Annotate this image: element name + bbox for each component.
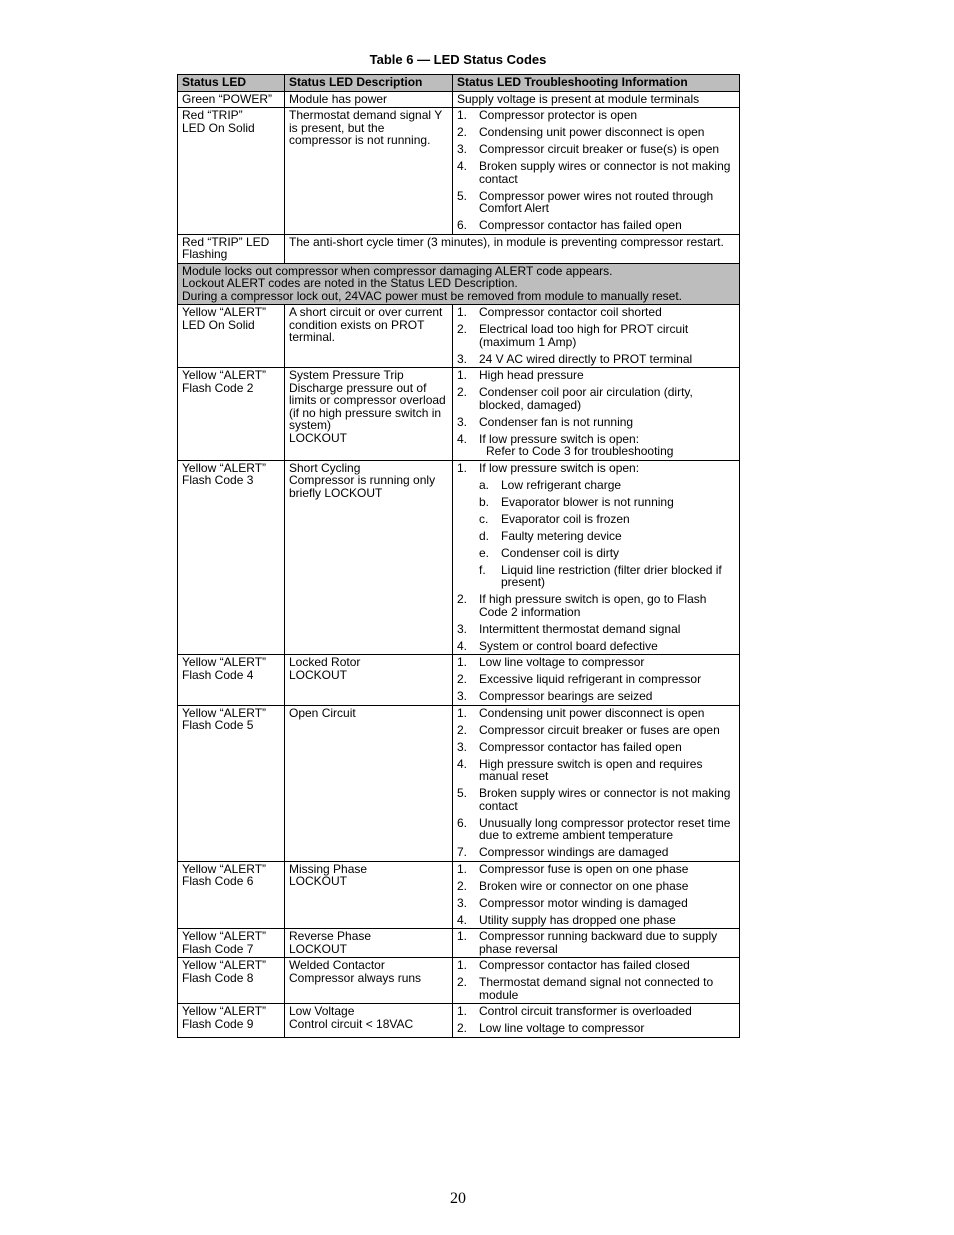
sub-item-letter: d. <box>479 528 490 543</box>
item-text: Compressor circuit breaker or fuses are open <box>479 722 720 737</box>
item-text: If low pressure switch is open: <box>479 431 640 446</box>
status-description-cell: Module has power <box>285 91 453 108</box>
troubleshooting-item <box>457 160 735 185</box>
item-number: 2. <box>457 722 468 737</box>
troubleshooting-item <box>457 416 735 429</box>
item-number: 4. <box>457 431 468 446</box>
table-row <box>178 108 740 235</box>
status-led-cell: Red “TRIP” LED On Solid <box>178 108 285 235</box>
lockout-note-cell: Module locks out compressor when compressor damaging ALERT code appears. Lockout ALERT codes are noted in the Status LED Description. During a compressor lock out, 24VAC power must be removed from module to manually reset. <box>178 263 740 305</box>
item-number: 1. <box>457 861 468 876</box>
troubleshooting-item <box>457 690 735 703</box>
item-text: High head pressure <box>479 368 584 382</box>
troubleshooting-cell <box>453 958 740 1004</box>
troubleshooting-list <box>457 306 735 365</box>
troubleshooting-item <box>457 386 735 411</box>
item-number: 3. <box>457 689 468 703</box>
troubleshooting-item <box>457 787 735 812</box>
troubleshooting-cell <box>453 655 740 706</box>
page-number: 20 <box>450 1190 466 1207</box>
troubleshooting-cell <box>453 108 740 235</box>
sub-item <box>479 564 735 589</box>
troubleshooting-item <box>457 433 735 458</box>
sub-item-letter: c. <box>479 511 489 526</box>
troubleshooting-list <box>457 369 735 458</box>
troubleshooting-item <box>457 846 735 859</box>
item-number: 1. <box>457 705 468 720</box>
status-led-cell: Yellow “ALERT” Flash Code 4 <box>178 655 285 706</box>
troubleshooting-cell <box>453 929 740 958</box>
sub-item-letter: e. <box>479 545 490 560</box>
item-text: Condensing unit power disconnect is open <box>479 705 705 720</box>
troubleshooting-item <box>457 1022 735 1035</box>
status-description-cell: System Pressure Trip Discharge pressure out of limits or compressor overload (if no high pressure switch in system) LOCKOUT <box>285 368 453 461</box>
troubleshooting-item <box>457 880 735 893</box>
troubleshooting-item <box>457 323 735 348</box>
status-description-cell: A short circuit or over current condition exists on PROT terminal. <box>285 305 453 368</box>
item-text: Compressor bearings are seized <box>479 689 653 703</box>
item-text: Compressor fuse is open on one phase <box>479 861 689 876</box>
sub-item-text: Faulty metering device <box>501 528 622 543</box>
item-text: Unusually long compressor protector reset time due to extreme ambient temperature <box>479 815 731 842</box>
item-number: 1. <box>457 460 468 475</box>
item-number: 2. <box>457 125 468 139</box>
item-number: 2. <box>457 385 468 399</box>
status-description-cell: Thermostat demand signal Y is present, but the compressor is not running. <box>285 108 453 235</box>
troubleshooting-item <box>457 673 735 686</box>
item-text: System or control board defective <box>479 638 658 653</box>
troubleshooting-item <box>457 369 735 382</box>
header-status-led-description: Status LED Description <box>285 75 453 92</box>
item-text: If low pressure switch is open: <box>479 460 640 475</box>
item-text: Compressor running backward due to supply phase reversal <box>479 929 718 956</box>
item-number: 1. <box>457 368 468 382</box>
troubleshooting-item <box>457 143 735 156</box>
sub-item-text: Condenser coil is dirty <box>501 545 620 560</box>
status-description-cell: Locked Rotor LOCKOUT <box>285 655 453 706</box>
troubleshooting-item <box>457 914 735 927</box>
status-description-cell: Missing Phase LOCKOUT <box>285 861 453 929</box>
table-row <box>178 1004 740 1038</box>
header-status-led: Status LED <box>178 75 285 92</box>
troubleshooting-cell <box>453 460 740 655</box>
timer-note-cell: The anti-short cycle timer (3 minutes), in module is preventing compressor restart. <box>285 234 740 263</box>
item-number: 6. <box>457 218 468 232</box>
table-row <box>178 929 740 958</box>
troubleshooting-item <box>457 190 735 215</box>
item-text: Condenser coil poor air circulation (dirty, blocked, damaged) <box>479 385 693 412</box>
troubleshooting-item <box>457 707 735 720</box>
status-description-cell: Low Voltage Control circuit < 18VAC <box>285 1004 453 1038</box>
item-number: 4. <box>457 912 468 927</box>
troubleshooting-cell <box>453 1004 740 1038</box>
troubleshooting-item <box>457 593 735 618</box>
item-number: 4. <box>457 159 468 173</box>
sub-item-text: Evaporator coil is frozen <box>501 511 630 526</box>
item-text: If high pressure switch is open, go to Flash Code 2 information <box>479 592 707 619</box>
sub-item <box>479 496 735 509</box>
status-led-cell: Yellow “ALERT” Flash Code 8 <box>178 958 285 1004</box>
item-text: Compressor contactor has failed open <box>479 218 682 232</box>
troubleshooting-item <box>457 758 735 783</box>
troubleshooting-item <box>457 219 735 232</box>
header-troubleshooting-information: Status LED Troubleshooting Information <box>453 75 740 92</box>
table-row <box>178 460 740 655</box>
item-subtext: Refer to Code 3 for troubleshooting <box>486 444 674 458</box>
troubleshooting-list <box>457 109 735 232</box>
item-text: Compressor protector is open <box>479 108 638 122</box>
sub-item-letter: f. <box>479 562 486 577</box>
troubleshooting-cell <box>453 305 740 368</box>
item-number: 6. <box>457 815 468 830</box>
sub-item <box>479 530 735 543</box>
item-number: 2. <box>457 1021 468 1035</box>
led-status-table <box>177 74 740 1038</box>
item-number: 3. <box>457 414 468 429</box>
item-number: 2. <box>457 322 468 336</box>
item-text: Low line voltage to compressor <box>479 655 645 669</box>
troubleshooting-item <box>457 959 735 972</box>
item-text: High pressure switch is open and requires manual reset <box>479 756 703 783</box>
troubleshooting-item <box>457 640 735 653</box>
table-row <box>178 861 740 929</box>
troubleshooting-item <box>457 656 735 669</box>
item-number: 3. <box>457 621 468 636</box>
item-text: Compressor contactor has failed open <box>479 739 682 754</box>
item-text: Intermittent thermostat demand signal <box>479 621 681 636</box>
item-number: 4. <box>457 638 468 653</box>
item-text: Compressor circuit breaker or fuse(s) is open <box>479 142 720 156</box>
sub-item <box>479 479 735 492</box>
status-led-cell: Yellow “ALERT” Flash Code 9 <box>178 1004 285 1038</box>
table-row <box>178 234 740 263</box>
troubleshooting-item <box>457 741 735 754</box>
item-text: Condensing unit power disconnect is open <box>479 125 705 139</box>
item-number: 2. <box>457 672 468 686</box>
troubleshooting-item <box>457 863 735 876</box>
sub-item <box>479 513 735 526</box>
item-number: 3. <box>457 351 468 366</box>
status-led-cell: Yellow “ALERT” Flash Code 6 <box>178 861 285 929</box>
sub-item-text: Liquid line restriction (filter drier blocked if present) <box>501 562 722 589</box>
troubleshooting-item <box>457 353 735 366</box>
item-text: Control circuit transformer is overloaded <box>479 1004 692 1018</box>
troubleshooting-list <box>457 1005 735 1035</box>
table-row <box>178 958 740 1004</box>
item-text: Broken wire or connector on one phase <box>479 878 689 893</box>
table-row <box>178 263 740 305</box>
item-text: Utility supply has dropped one phase <box>479 912 676 927</box>
troubleshooting-list <box>457 656 735 703</box>
troubleshooting-cell <box>453 705 740 861</box>
table-row <box>178 705 740 861</box>
troubleshooting-item <box>457 109 735 122</box>
troubleshooting-item <box>457 897 735 910</box>
item-text: Low line voltage to compressor <box>479 1021 645 1035</box>
item-text: 24 V AC wired directly to PROT terminal <box>479 351 693 366</box>
troubleshooting-list <box>457 959 735 1001</box>
troubleshooting-item <box>457 976 735 1001</box>
item-text: Compressor motor winding is damaged <box>479 895 688 910</box>
item-number: 4. <box>457 756 468 771</box>
item-number: 1. <box>457 108 468 122</box>
item-number: 3. <box>457 142 468 156</box>
item-number: 7. <box>457 845 468 859</box>
item-number: 1. <box>457 929 468 943</box>
item-text: Condenser fan is not running <box>479 414 634 429</box>
item-number: 2. <box>457 592 468 606</box>
table-header-row <box>178 75 740 92</box>
item-text: Compressor contactor coil shorted <box>479 305 662 319</box>
sub-item <box>479 547 735 560</box>
troubleshooting-list <box>457 462 735 653</box>
troubleshooting-item <box>457 724 735 737</box>
item-text: Compressor contactor has failed closed <box>479 958 690 972</box>
item-text: Compressor power wires not routed through Comfort Alert <box>479 188 714 215</box>
item-number: 1. <box>457 655 468 669</box>
item-number: 2. <box>457 878 468 893</box>
troubleshooting-item <box>457 306 735 319</box>
item-number: 3. <box>457 895 468 910</box>
troubleshooting-list <box>457 863 735 927</box>
troubleshooting-cell <box>453 368 740 461</box>
troubleshooting-item <box>457 462 735 589</box>
table-row <box>178 305 740 368</box>
status-description-cell: Welded Contactor Compressor always runs <box>285 958 453 1004</box>
sub-item-text: Evaporator blower is not running <box>501 494 674 509</box>
status-led-cell: Green “POWER” <box>178 91 285 108</box>
table-row <box>178 368 740 461</box>
item-number: 1. <box>457 1004 468 1018</box>
status-led-cell: Yellow “ALERT” Flash Code 3 <box>178 460 285 655</box>
status-description-cell: Reverse Phase LOCKOUT <box>285 929 453 958</box>
troubleshooting-item <box>457 623 735 636</box>
table-body <box>178 91 740 1037</box>
table-row <box>178 655 740 706</box>
sub-item-letter: a. <box>479 477 490 492</box>
sub-list <box>479 479 735 589</box>
table-caption: Table 6 — LED Status Codes <box>369 52 547 67</box>
item-number: 1. <box>457 958 468 972</box>
troubleshooting-cell: Supply voltage is present at module terminals <box>453 91 740 108</box>
status-description-cell: Open Circuit <box>285 705 453 861</box>
status-led-cell: Yellow “ALERT” LED On Solid <box>178 305 285 368</box>
status-led-cell: Yellow “ALERT” Flash Code 7 <box>178 929 285 958</box>
item-text: Thermostat demand signal not connected to module <box>479 975 714 1002</box>
item-number: 1. <box>457 305 468 319</box>
troubleshooting-list <box>457 930 735 955</box>
item-text: Excessive liquid refrigerant in compressor <box>479 672 702 686</box>
item-text: Electrical load too high for PROT circuit (maximum 1 Amp) <box>479 322 689 349</box>
item-text: Broken supply wires or connector is not making contact <box>479 159 731 186</box>
status-led-cell: Yellow “ALERT” Flash Code 2 <box>178 368 285 461</box>
item-number: 2. <box>457 975 468 989</box>
troubleshooting-cell <box>453 861 740 929</box>
sub-item-letter: b. <box>479 494 490 509</box>
item-number: 3. <box>457 739 468 754</box>
troubleshooting-item <box>457 126 735 139</box>
table-row <box>178 91 740 108</box>
troubleshooting-item <box>457 817 735 842</box>
troubleshooting-item <box>457 1005 735 1018</box>
status-led-cell: Yellow “ALERT” Flash Code 5 <box>178 705 285 861</box>
status-description-cell: Short Cycling Compressor is running only briefly LOCKOUT <box>285 460 453 655</box>
status-led-cell: Red “TRIP” LED Flashing <box>178 234 285 263</box>
item-text: Broken supply wires or connector is not making contact <box>479 786 731 813</box>
sub-item-text: Low refrigerant charge <box>501 477 622 492</box>
item-number: 5. <box>457 786 468 800</box>
item-text: Compressor windings are damaged <box>479 845 669 859</box>
item-number: 5. <box>457 188 468 203</box>
troubleshooting-list <box>457 707 735 859</box>
troubleshooting-item <box>457 930 735 955</box>
